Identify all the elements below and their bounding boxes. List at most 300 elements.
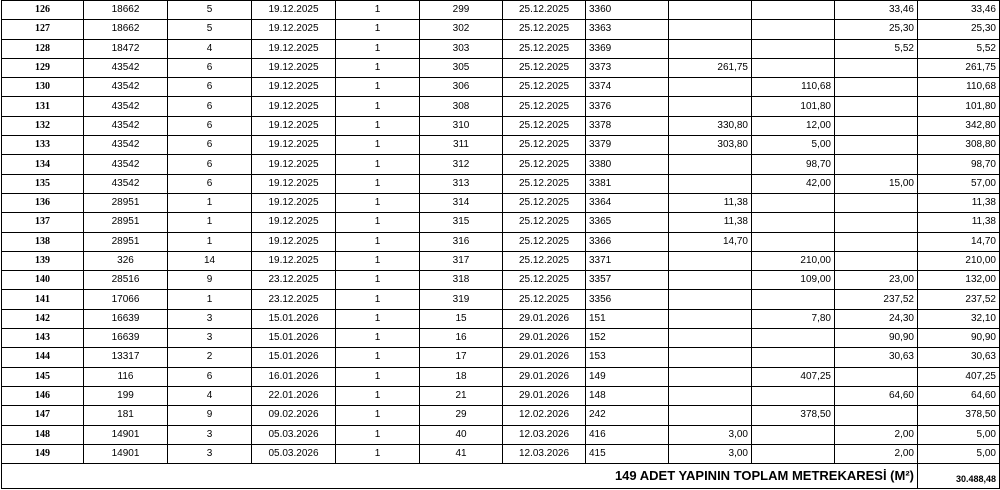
approval-date-cell: 29.01.2026 xyxy=(503,309,586,328)
area-c-cell xyxy=(835,367,918,386)
block-cell: 1 xyxy=(168,232,252,251)
row-number: 135 xyxy=(2,174,84,193)
parcel-cell: 14901 xyxy=(84,425,168,444)
block-cell: 6 xyxy=(168,155,252,174)
row-total-cell: 32,10 xyxy=(918,309,1000,328)
area-a-cell: 261,75 xyxy=(669,58,752,77)
permit-date-cell: 19.12.2025 xyxy=(252,116,336,135)
permit-date-cell: 09.02.2026 xyxy=(252,406,336,425)
block-cell: 9 xyxy=(168,406,252,425)
block-cell: 4 xyxy=(168,386,252,405)
permit-date-cell: 05.03.2026 xyxy=(252,425,336,444)
row-total-cell: 5,00 xyxy=(918,425,1000,444)
parcel-cell: 43542 xyxy=(84,155,168,174)
permit-number-cell: 16 xyxy=(420,329,503,348)
approval-date-cell: 25.12.2025 xyxy=(503,39,586,58)
row-number: 142 xyxy=(2,309,84,328)
area-c-cell: 30,63 xyxy=(835,348,918,367)
table-row xyxy=(2,444,1000,463)
parcel-cell: 43542 xyxy=(84,174,168,193)
file-number-cell: 3373 xyxy=(586,58,669,77)
count-cell: 1 xyxy=(336,193,420,212)
row-total-cell: 237,52 xyxy=(918,290,1000,309)
row-total-cell: 132,00 xyxy=(918,271,1000,290)
table-row xyxy=(2,213,1000,232)
approval-date-cell: 25.12.2025 xyxy=(503,213,586,232)
row-number: 127 xyxy=(2,20,84,39)
parcel-cell: 13317 xyxy=(84,348,168,367)
area-a-cell: 11,38 xyxy=(669,213,752,232)
count-cell: 1 xyxy=(336,348,420,367)
count-cell: 1 xyxy=(336,58,420,77)
permit-date-cell: 19.12.2025 xyxy=(252,213,336,232)
area-b-cell: 5,00 xyxy=(752,136,835,155)
block-cell: 3 xyxy=(168,444,252,463)
block-cell: 6 xyxy=(168,367,252,386)
row-total-cell: 11,38 xyxy=(918,213,1000,232)
parcel-cell: 14901 xyxy=(84,444,168,463)
block-cell: 1 xyxy=(168,290,252,309)
area-c-cell: 23,00 xyxy=(835,271,918,290)
row-number: 143 xyxy=(2,329,84,348)
permit-date-cell: 19.12.2025 xyxy=(252,78,336,97)
area-c-cell xyxy=(835,193,918,212)
count-cell: 1 xyxy=(336,116,420,135)
permit-number-cell: 319 xyxy=(420,290,503,309)
approval-date-cell: 29.01.2026 xyxy=(503,386,586,405)
row-number: 133 xyxy=(2,136,84,155)
area-c-cell xyxy=(835,136,918,155)
parcel-cell: 43542 xyxy=(84,136,168,155)
area-b-cell: 12,00 xyxy=(752,116,835,135)
count-cell: 1 xyxy=(336,155,420,174)
parcel-cell: 28951 xyxy=(84,213,168,232)
parcel-cell: 116 xyxy=(84,367,168,386)
area-b-cell: 42,00 xyxy=(752,174,835,193)
count-cell: 1 xyxy=(336,97,420,116)
table-row xyxy=(2,97,1000,116)
permit-date-cell: 19.12.2025 xyxy=(252,39,336,58)
parcel-cell: 16639 xyxy=(84,309,168,328)
table-row xyxy=(2,251,1000,270)
row-total-cell: 407,25 xyxy=(918,367,1000,386)
area-b-cell xyxy=(752,386,835,405)
row-number: 131 xyxy=(2,97,84,116)
row-total-cell: 5,52 xyxy=(918,39,1000,58)
permit-date-cell: 19.12.2025 xyxy=(252,58,336,77)
permit-date-cell: 19.12.2025 xyxy=(252,174,336,193)
area-a-cell xyxy=(669,39,752,58)
count-cell: 1 xyxy=(336,329,420,348)
table-row xyxy=(2,136,1000,155)
permit-date-cell: 19.12.2025 xyxy=(252,193,336,212)
file-number-cell: 3371 xyxy=(586,251,669,270)
parcel-cell: 28951 xyxy=(84,232,168,251)
block-cell: 6 xyxy=(168,97,252,116)
parcel-cell: 16639 xyxy=(84,329,168,348)
parcel-cell: 181 xyxy=(84,406,168,425)
row-number: 128 xyxy=(2,39,84,58)
approval-date-cell: 25.12.2025 xyxy=(503,155,586,174)
area-a-cell xyxy=(669,1,752,20)
area-a-cell xyxy=(669,155,752,174)
area-b-cell: 378,50 xyxy=(752,406,835,425)
total-row xyxy=(2,464,1000,489)
total-label: 149 ADET YAPININ TOPLAM METREKARESİ (M²) xyxy=(2,464,918,489)
count-cell: 1 xyxy=(336,425,420,444)
block-cell: 6 xyxy=(168,78,252,97)
permit-date-cell: 15.01.2026 xyxy=(252,329,336,348)
approval-date-cell: 25.12.2025 xyxy=(503,271,586,290)
approval-date-cell: 25.12.2025 xyxy=(503,116,586,135)
area-a-cell xyxy=(669,97,752,116)
block-cell: 3 xyxy=(168,425,252,444)
count-cell: 1 xyxy=(336,39,420,58)
parcel-cell: 43542 xyxy=(84,116,168,135)
file-number-cell: 3369 xyxy=(586,39,669,58)
area-b-cell xyxy=(752,425,835,444)
area-b-cell: 101,80 xyxy=(752,97,835,116)
area-c-cell xyxy=(835,116,918,135)
block-cell: 5 xyxy=(168,1,252,20)
permit-date-cell: 19.12.2025 xyxy=(252,97,336,116)
permit-date-cell: 15.01.2026 xyxy=(252,348,336,367)
row-number: 147 xyxy=(2,406,84,425)
row-total-cell: 308,80 xyxy=(918,136,1000,155)
row-total-cell: 30,63 xyxy=(918,348,1000,367)
permit-date-cell: 23.12.2025 xyxy=(252,290,336,309)
row-number: 144 xyxy=(2,348,84,367)
table-row xyxy=(2,271,1000,290)
file-number-cell: 242 xyxy=(586,406,669,425)
approval-date-cell: 25.12.2025 xyxy=(503,251,586,270)
area-a-cell xyxy=(669,386,752,405)
file-number-cell: 3364 xyxy=(586,193,669,212)
area-c-cell: 90,90 xyxy=(835,329,918,348)
permit-date-cell: 19.12.2025 xyxy=(252,1,336,20)
area-c-cell xyxy=(835,155,918,174)
count-cell: 1 xyxy=(336,309,420,328)
parcel-cell: 326 xyxy=(84,251,168,270)
approval-date-cell: 25.12.2025 xyxy=(503,1,586,20)
approval-date-cell: 12.03.2026 xyxy=(503,444,586,463)
permit-date-cell: 19.12.2025 xyxy=(252,155,336,174)
parcel-cell: 43542 xyxy=(84,58,168,77)
count-cell: 1 xyxy=(336,367,420,386)
approval-date-cell: 12.02.2026 xyxy=(503,406,586,425)
row-total-cell: 101,80 xyxy=(918,97,1000,116)
area-c-cell xyxy=(835,406,918,425)
approval-date-cell: 25.12.2025 xyxy=(503,136,586,155)
table-row xyxy=(2,39,1000,58)
area-b-cell: 109,00 xyxy=(752,271,835,290)
parcel-cell: 18472 xyxy=(84,39,168,58)
table-row xyxy=(2,1,1000,20)
parcel-cell: 17066 xyxy=(84,290,168,309)
area-a-cell: 14,70 xyxy=(669,232,752,251)
row-number: 149 xyxy=(2,444,84,463)
area-c-cell: 33,46 xyxy=(835,1,918,20)
approval-date-cell: 29.01.2026 xyxy=(503,367,586,386)
area-b-cell xyxy=(752,193,835,212)
area-a-cell xyxy=(669,348,752,367)
area-c-cell xyxy=(835,97,918,116)
area-c-cell xyxy=(835,251,918,270)
area-b-cell xyxy=(752,329,835,348)
permit-number-cell: 313 xyxy=(420,174,503,193)
table-row xyxy=(2,329,1000,348)
block-cell: 2 xyxy=(168,348,252,367)
table-row xyxy=(2,232,1000,251)
block-cell: 6 xyxy=(168,58,252,77)
area-b-cell: 210,00 xyxy=(752,251,835,270)
row-total-cell: 33,46 xyxy=(918,1,1000,20)
permit-number-cell: 315 xyxy=(420,213,503,232)
permit-number-cell: 306 xyxy=(420,78,503,97)
area-b-cell xyxy=(752,290,835,309)
approval-date-cell: 25.12.2025 xyxy=(503,290,586,309)
block-cell: 1 xyxy=(168,193,252,212)
row-total-cell: 90,90 xyxy=(918,329,1000,348)
approval-date-cell: 29.01.2026 xyxy=(503,348,586,367)
permit-number-cell: 40 xyxy=(420,425,503,444)
file-number-cell: 3365 xyxy=(586,213,669,232)
parcel-cell: 199 xyxy=(84,386,168,405)
row-total-cell: 210,00 xyxy=(918,251,1000,270)
count-cell: 1 xyxy=(336,386,420,405)
count-cell: 1 xyxy=(336,271,420,290)
area-c-cell: 25,30 xyxy=(835,20,918,39)
count-cell: 1 xyxy=(336,174,420,193)
row-total-cell: 11,38 xyxy=(918,193,1000,212)
table-row xyxy=(2,406,1000,425)
file-number-cell: 3378 xyxy=(586,116,669,135)
permit-number-cell: 302 xyxy=(420,20,503,39)
block-cell: 9 xyxy=(168,271,252,290)
block-cell: 6 xyxy=(168,136,252,155)
table-row xyxy=(2,155,1000,174)
permit-number-cell: 308 xyxy=(420,97,503,116)
file-number-cell: 3374 xyxy=(586,78,669,97)
area-a-cell: 11,38 xyxy=(669,193,752,212)
count-cell: 1 xyxy=(336,20,420,39)
table-row xyxy=(2,20,1000,39)
row-total-cell: 5,00 xyxy=(918,444,1000,463)
row-number: 136 xyxy=(2,193,84,212)
area-a-cell xyxy=(669,290,752,309)
permit-date-cell: 15.01.2026 xyxy=(252,309,336,328)
table-row xyxy=(2,58,1000,77)
row-number: 140 xyxy=(2,271,84,290)
parcel-cell: 28516 xyxy=(84,271,168,290)
block-cell: 3 xyxy=(168,329,252,348)
area-a-cell: 3,00 xyxy=(669,425,752,444)
permit-number-cell: 317 xyxy=(420,251,503,270)
area-b-cell: 407,25 xyxy=(752,367,835,386)
area-a-cell: 303,80 xyxy=(669,136,752,155)
permit-number-cell: 312 xyxy=(420,155,503,174)
area-c-cell: 15,00 xyxy=(835,174,918,193)
row-number: 141 xyxy=(2,290,84,309)
row-total-cell: 57,00 xyxy=(918,174,1000,193)
parcel-cell: 43542 xyxy=(84,78,168,97)
row-number: 138 xyxy=(2,232,84,251)
row-total-cell: 64,60 xyxy=(918,386,1000,405)
block-cell: 3 xyxy=(168,309,252,328)
area-b-cell xyxy=(752,213,835,232)
file-number-cell: 415 xyxy=(586,444,669,463)
count-cell: 1 xyxy=(336,1,420,20)
row-number: 146 xyxy=(2,386,84,405)
row-total-cell: 14,70 xyxy=(918,232,1000,251)
area-c-cell xyxy=(835,213,918,232)
area-a-cell xyxy=(669,309,752,328)
permit-date-cell: 05.03.2026 xyxy=(252,444,336,463)
row-total-cell: 378,50 xyxy=(918,406,1000,425)
permit-date-cell: 19.12.2025 xyxy=(252,251,336,270)
permit-date-cell: 19.12.2025 xyxy=(252,232,336,251)
area-b-cell xyxy=(752,20,835,39)
permit-date-cell: 19.12.2025 xyxy=(252,136,336,155)
block-cell: 5 xyxy=(168,20,252,39)
area-a-cell: 3,00 xyxy=(669,444,752,463)
permit-number-cell: 303 xyxy=(420,39,503,58)
permit-number-cell: 311 xyxy=(420,136,503,155)
count-cell: 1 xyxy=(336,232,420,251)
area-a-cell xyxy=(669,329,752,348)
row-number: 132 xyxy=(2,116,84,135)
area-c-cell xyxy=(835,232,918,251)
area-b-cell xyxy=(752,58,835,77)
approval-date-cell: 25.12.2025 xyxy=(503,20,586,39)
permit-number-cell: 29 xyxy=(420,406,503,425)
count-cell: 1 xyxy=(336,406,420,425)
count-cell: 1 xyxy=(336,78,420,97)
file-number-cell: 153 xyxy=(586,348,669,367)
file-number-cell: 3360 xyxy=(586,1,669,20)
table-row xyxy=(2,309,1000,328)
parcel-cell: 28951 xyxy=(84,193,168,212)
table-row xyxy=(2,348,1000,367)
file-number-cell: 152 xyxy=(586,329,669,348)
area-a-cell xyxy=(669,251,752,270)
area-b-cell xyxy=(752,232,835,251)
file-number-cell: 3356 xyxy=(586,290,669,309)
area-a-cell xyxy=(669,406,752,425)
row-total-cell: 261,75 xyxy=(918,58,1000,77)
file-number-cell: 416 xyxy=(586,425,669,444)
area-a-cell xyxy=(669,20,752,39)
area-c-cell xyxy=(835,78,918,97)
area-c-cell: 2,00 xyxy=(835,425,918,444)
block-cell: 1 xyxy=(168,213,252,232)
table-row xyxy=(2,367,1000,386)
area-c-cell: 64,60 xyxy=(835,386,918,405)
file-number-cell: 151 xyxy=(586,309,669,328)
table-row xyxy=(2,290,1000,309)
file-number-cell: 3380 xyxy=(586,155,669,174)
count-cell: 1 xyxy=(336,251,420,270)
file-number-cell: 3381 xyxy=(586,174,669,193)
row-number: 126 xyxy=(2,1,84,20)
count-cell: 1 xyxy=(336,213,420,232)
approval-date-cell: 25.12.2025 xyxy=(503,58,586,77)
permit-number-cell: 41 xyxy=(420,444,503,463)
block-cell: 6 xyxy=(168,174,252,193)
permit-number-cell: 17 xyxy=(420,348,503,367)
parcel-cell: 18662 xyxy=(84,1,168,20)
parcel-cell: 18662 xyxy=(84,20,168,39)
row-number: 134 xyxy=(2,155,84,174)
approval-date-cell: 12.03.2026 xyxy=(503,425,586,444)
area-a-cell xyxy=(669,271,752,290)
approval-date-cell: 25.12.2025 xyxy=(503,232,586,251)
area-b-cell xyxy=(752,444,835,463)
file-number-cell: 3357 xyxy=(586,271,669,290)
approval-date-cell: 25.12.2025 xyxy=(503,78,586,97)
parcel-cell: 43542 xyxy=(84,97,168,116)
total-value: 30.488,48 xyxy=(918,464,1000,489)
count-cell: 1 xyxy=(336,136,420,155)
table-row xyxy=(2,425,1000,444)
file-number-cell: 3363 xyxy=(586,20,669,39)
permit-number-cell: 314 xyxy=(420,193,503,212)
row-number: 130 xyxy=(2,78,84,97)
block-cell: 4 xyxy=(168,39,252,58)
file-number-cell: 149 xyxy=(586,367,669,386)
area-b-cell xyxy=(752,39,835,58)
area-b-cell xyxy=(752,1,835,20)
row-number: 148 xyxy=(2,425,84,444)
block-cell: 14 xyxy=(168,251,252,270)
area-b-cell xyxy=(752,348,835,367)
row-total-cell: 98,70 xyxy=(918,155,1000,174)
row-total-cell: 342,80 xyxy=(918,116,1000,135)
permit-number-cell: 316 xyxy=(420,232,503,251)
row-number: 145 xyxy=(2,367,84,386)
row-number: 129 xyxy=(2,58,84,77)
permit-number-cell: 21 xyxy=(420,386,503,405)
table-row xyxy=(2,193,1000,212)
count-cell: 1 xyxy=(336,444,420,463)
table-row xyxy=(2,386,1000,405)
permit-number-cell: 305 xyxy=(420,58,503,77)
area-b-cell: 7,80 xyxy=(752,309,835,328)
count-cell: 1 xyxy=(336,290,420,309)
permit-date-cell: 19.12.2025 xyxy=(252,20,336,39)
table-body xyxy=(2,1,1000,464)
permit-date-cell: 16.01.2026 xyxy=(252,367,336,386)
area-c-cell: 2,00 xyxy=(835,444,918,463)
permit-number-cell: 15 xyxy=(420,309,503,328)
building-area-table xyxy=(1,0,1000,489)
area-c-cell xyxy=(835,58,918,77)
permit-date-cell: 23.12.2025 xyxy=(252,271,336,290)
table-row xyxy=(2,174,1000,193)
row-number: 139 xyxy=(2,251,84,270)
permit-number-cell: 310 xyxy=(420,116,503,135)
row-number: 137 xyxy=(2,213,84,232)
permit-date-cell: 22.01.2026 xyxy=(252,386,336,405)
file-number-cell: 3366 xyxy=(586,232,669,251)
area-a-cell xyxy=(669,174,752,193)
table-row xyxy=(2,116,1000,135)
block-cell: 6 xyxy=(168,116,252,135)
area-c-cell: 24,30 xyxy=(835,309,918,328)
file-number-cell: 3379 xyxy=(586,136,669,155)
approval-date-cell: 25.12.2025 xyxy=(503,174,586,193)
row-total-cell: 110,68 xyxy=(918,78,1000,97)
